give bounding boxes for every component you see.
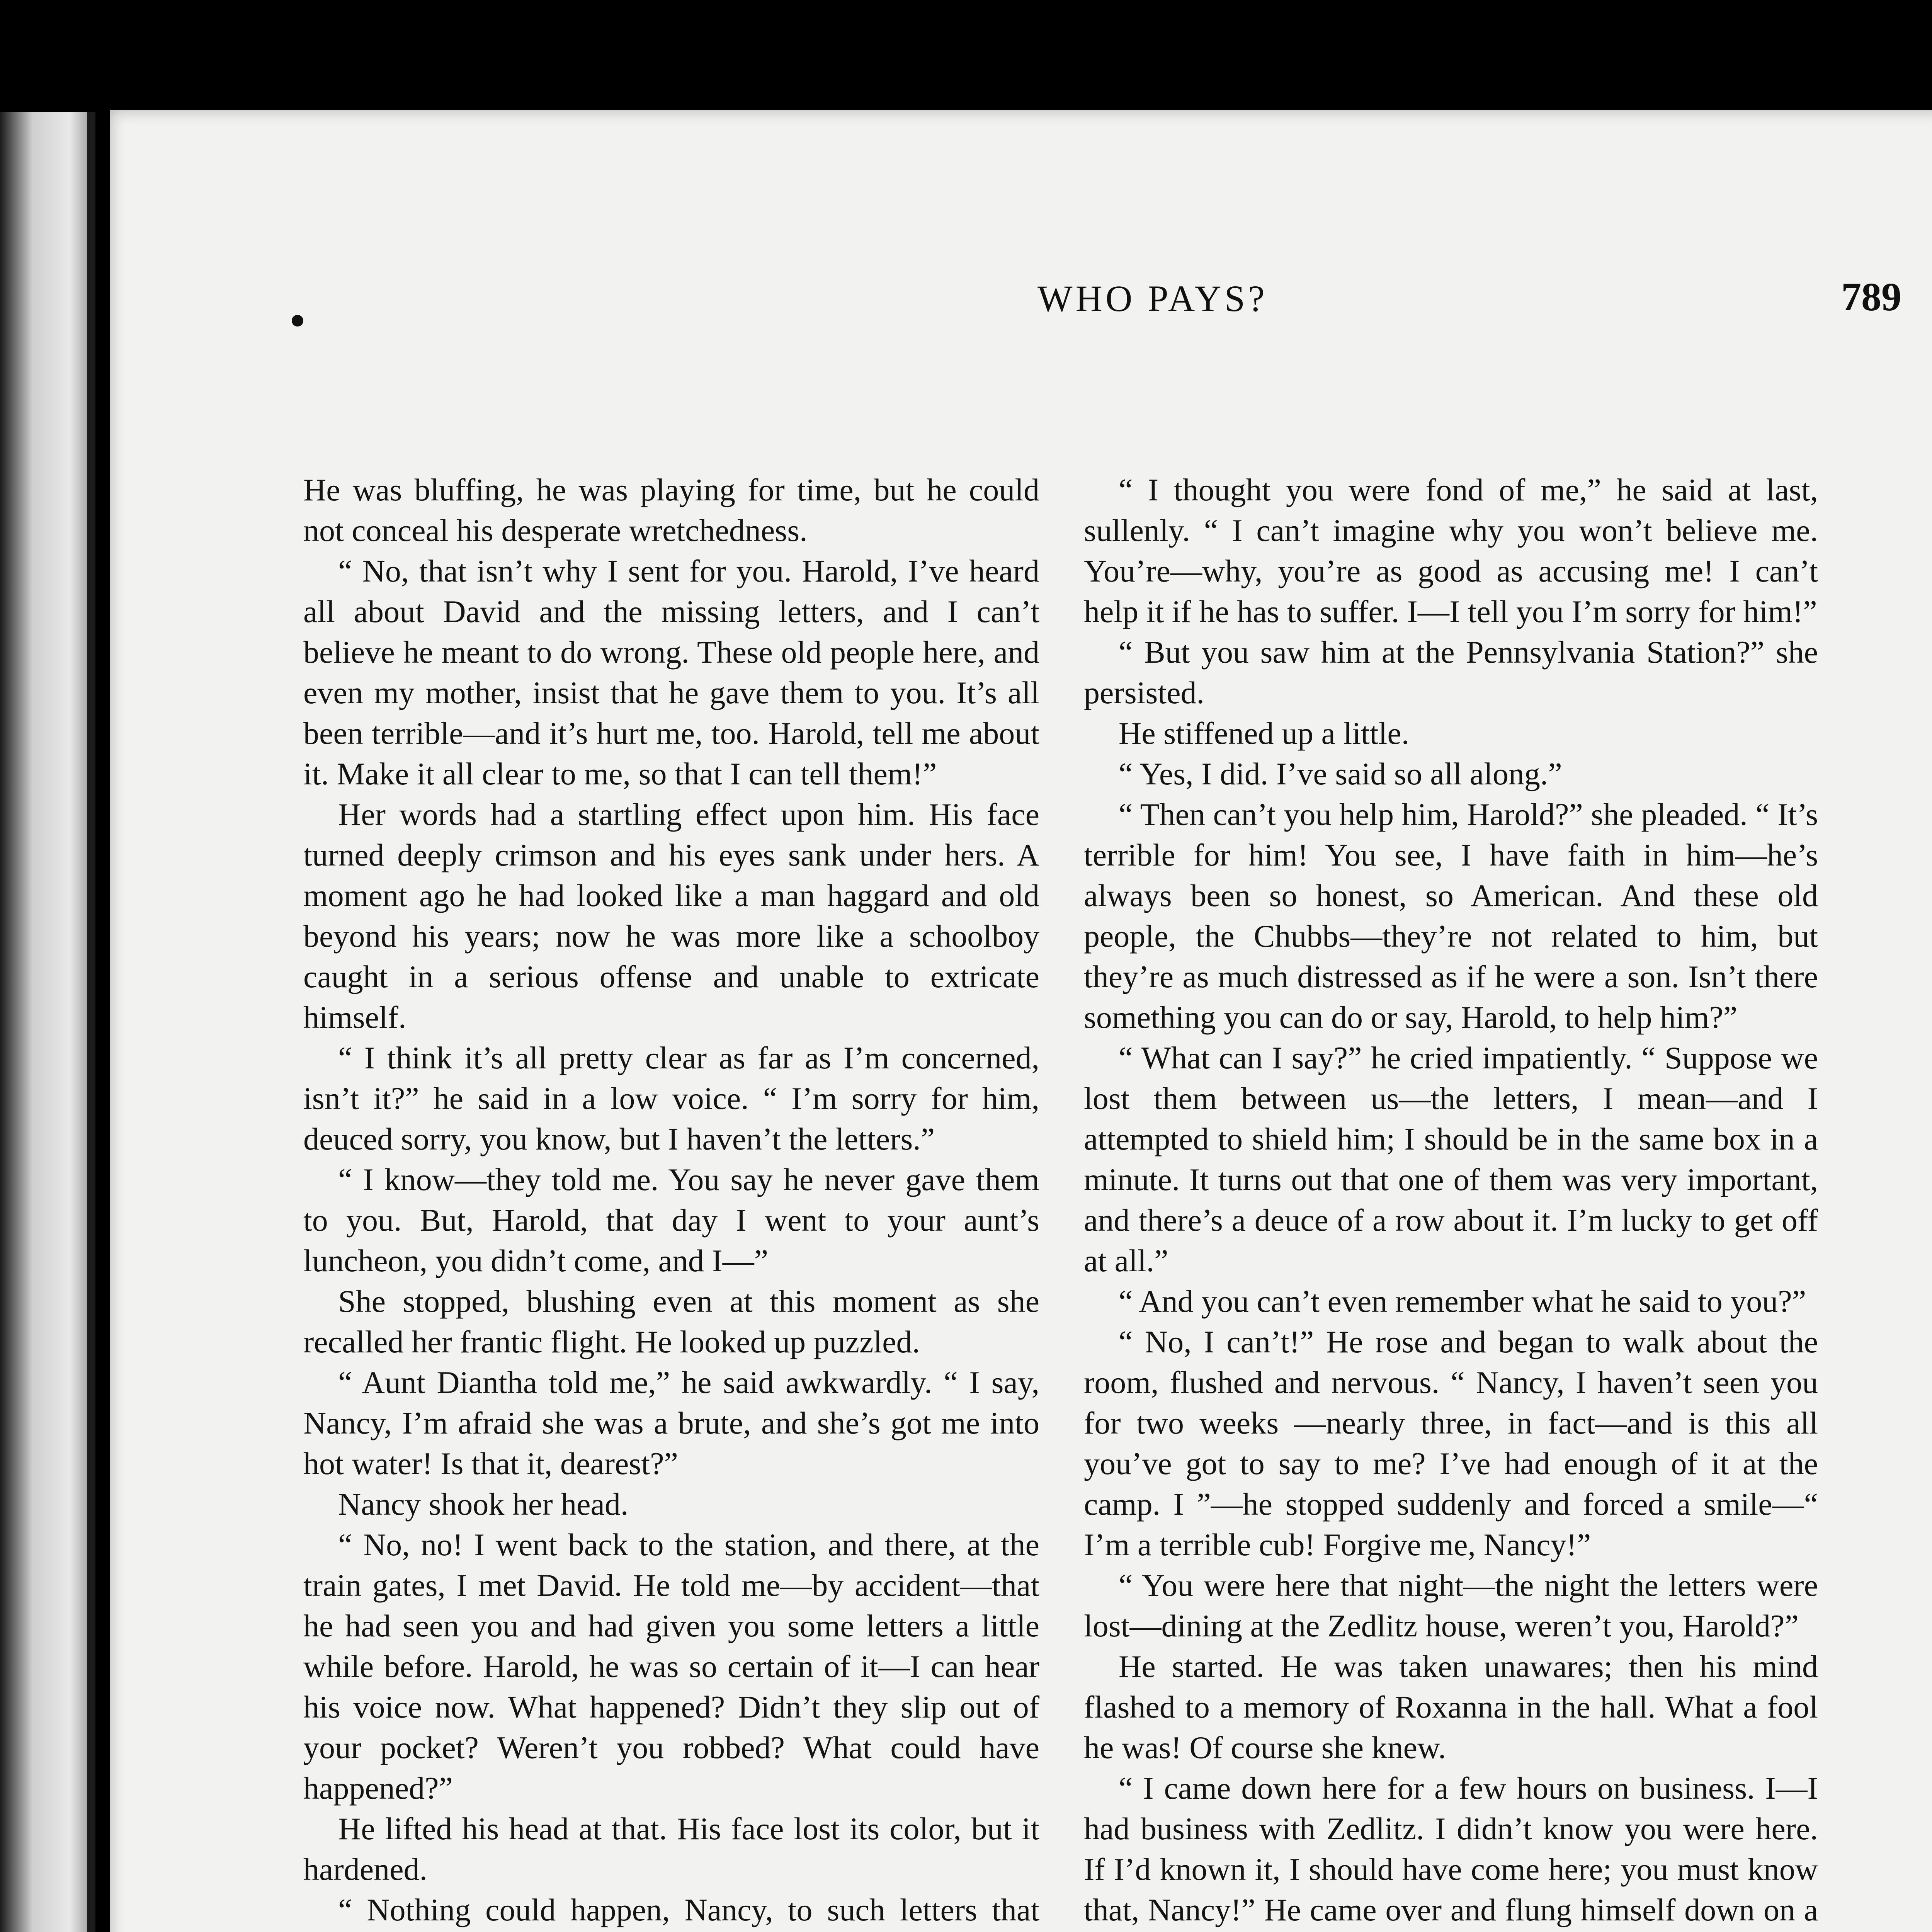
- paragraph: “ I know—they told me. You say he never gave them to you. But, Harold, that day I went to your aunt’s luncheon, you didn’t come, and I—”: [303, 1162, 1039, 1278]
- paragraph: “ What can I say?” he cried impatiently. “ Suppose we lost them between us—the letters, I mean—and I attempted to shield him; I should be in the same box in a minute. It turns out that one of them was very important, and there’s a deuce of a row about it. I’m lucky to get off at all.”: [1084, 1040, 1818, 1278]
- paragraph: “ I thought you were fond of me,” he said at last, sullenly. “ I can’t imagine why you won’t believe me. You’re—why, you’re as good as accusing me! I can’t help it if he has to suffer. I—I tell you I’m sorry for him!”: [1084, 472, 1818, 629]
- paragraph: “ Nothing could happen, Nancy, to such letters that: [338, 1892, 1039, 1927]
- paragraph: She stopped, blushing even at this moment as she recalled her frantic flight. He looked up puzzled.: [303, 1284, 1039, 1359]
- paragraph: “ I think it’s all pretty clear as far as I’m concerned, isn’t it?” he said in a low voice. “ I’m sorry for him, deuced sorry, you know, but I haven’t the letters.”: [303, 1040, 1039, 1156]
- paragraph: “ Yes, I did. I’ve said so all along.”: [1119, 756, 1562, 791]
- book-page: [110, 110, 1932, 1932]
- paragraph: He stiffened up a little.: [1119, 716, 1410, 751]
- book-gutter: [87, 112, 95, 1932]
- paragraph: “ Then can’t you help him, Harold?” she pleaded. “ It’s terrible for him! You see, I have faith in him—he’s always been so honest, so American. And these old people, the Chubbs—they’re not related to him, but they’re as much distressed as if he were a son. Isn’t there something you can do or say, Harold, to help him?”: [1084, 797, 1818, 1035]
- left-page-edge: [0, 112, 93, 1932]
- running-title: WHO PAYS?: [1037, 278, 1268, 319]
- paragraph: “ You were here that night—the night the letters were lost—dining at the Zedlitz house, weren’t you, Harold?”: [1084, 1568, 1818, 1643]
- running-head: [110, 275, 1932, 342]
- ink-speck: [292, 315, 303, 327]
- paragraph: “ No, that isn’t why I sent for you. Harold, I’ve heard all about David and the missing letters, and I can’t believe he meant to do wrong. These old people here, and even my mother, insist that he gave them to you. It’s all been terrible—and it’s hurt me, too. Harold, tell me about it. Make it all clear to me, so that I can tell them!”: [303, 553, 1039, 791]
- paragraph: Nancy shook her head.: [338, 1486, 629, 1522]
- paragraph: He was bluffing, he was playing for time, but he could not conceal his desperate wretchedness.: [303, 472, 1039, 548]
- left-column: [303, 469, 1039, 1932]
- paragraph: “ But you saw him at the Pennsylvania Station?” she persisted.: [1084, 634, 1818, 710]
- page-number: 789: [1841, 275, 1901, 319]
- paragraph: He started. He was taken unawares; then his mind flashed to a memory of Roxanna in the hall. What a fool he was! Of course she knew.: [1084, 1649, 1818, 1765]
- paragraph: “ Aunt Diantha told me,” he said awkwardly. “ I say, Nancy, I’m afraid she was a brute, and she’s got me into hot water! Is that it, dearest?”: [303, 1365, 1039, 1481]
- paragraph: Her words had a startling effect upon him. His face turned deeply crimson and his eyes sank under hers. A moment ago he had looked like a man haggard and old beyond his years; now he was more like a schoolboy caught in a serious offense and unable to extricate himself.: [303, 797, 1039, 1035]
- right-column: [1084, 469, 1818, 1932]
- paragraph: “ I came down here for a few hours on business. I—I had business with Zedlitz. I didn’t know you were here. If I’d known it, I should have come here; you must know that, Nancy!” He came over and flung himself down on a: [1084, 1770, 1818, 1927]
- paragraph: “ And you can’t even remember what he said to you?”: [1119, 1284, 1806, 1319]
- paragraph: “ No, I can’t!” He rose and began to walk about the room, flushed and nervous. “ Nancy, I haven’t seen you for two weeks —nearly three, in fact—and is this all you’ve got to say to me? I’ve had enough of it at the camp. I ”—he stopped suddenly and forced a smile—“ I’m a terrible cub! Forgive me, Nancy!”: [1084, 1324, 1818, 1562]
- paragraph: “ No, no! I went back to the station, and there, at the train gates, I met David. He told me—by accident—that he had seen you and had given you some letters a little while before. Harold, he was so certain of it—I can hear his voice now. What happened? Didn’t they slip out of your pocket? Weren’t you robbed? What could have happened?”: [303, 1527, 1039, 1806]
- paragraph: He lifted his head at that. His face lost its color, but it hardened.: [303, 1811, 1039, 1887]
